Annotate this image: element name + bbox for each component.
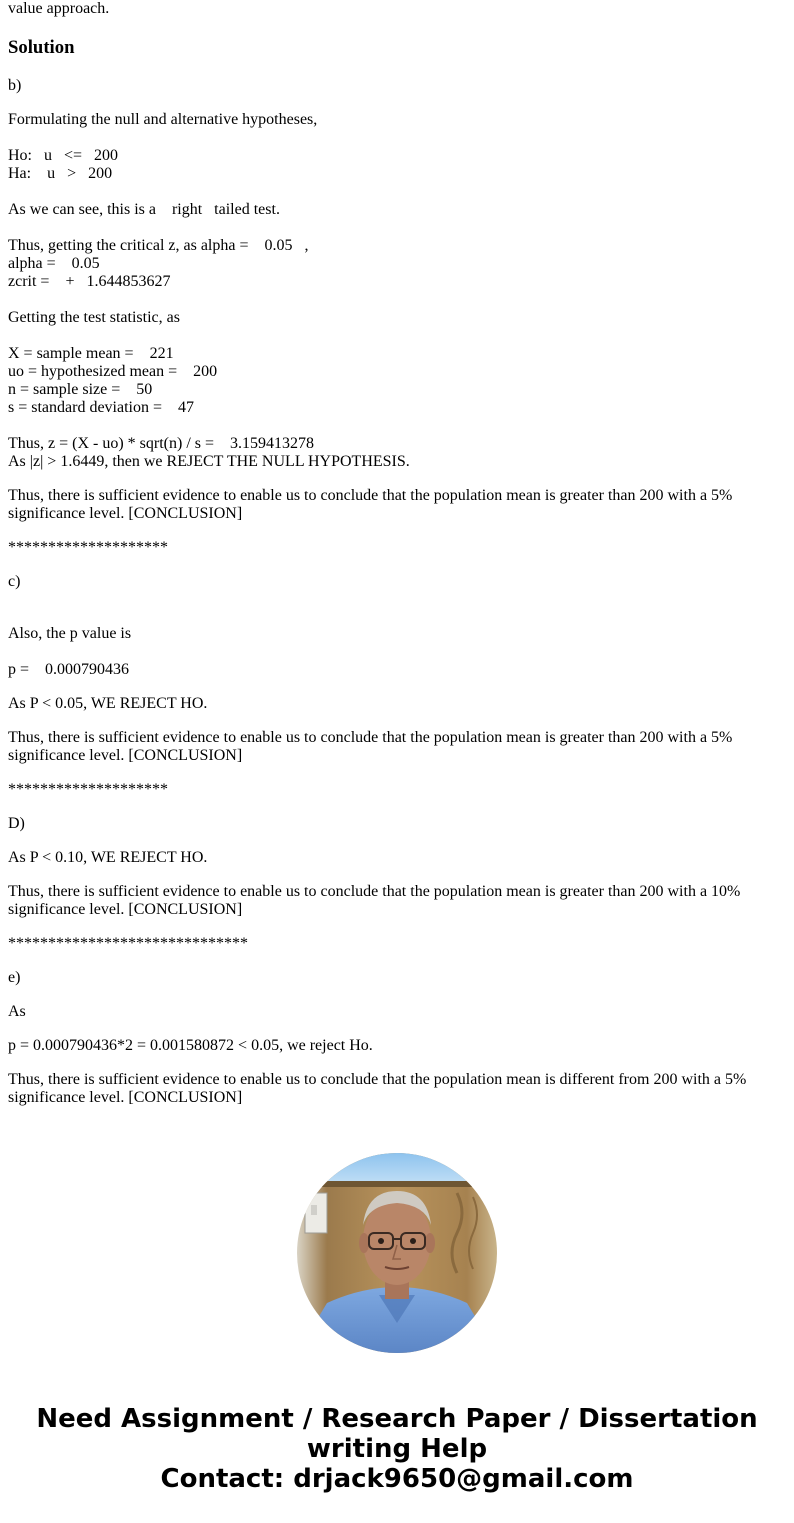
sample-size: n = sample size = 50 <box>8 381 153 398</box>
separator: ******************** <box>8 781 168 798</box>
p-reject-10-text: As P < 0.10, WE REJECT HO. <box>8 849 208 866</box>
sample-mean: X = sample mean = 221 <box>8 345 174 362</box>
banner-line-2: writing Help <box>306 1434 488 1464</box>
part-c-conclusion: Thus, there is sufficient evidence to enable us to conclude that the population mean is greater than 200 with a 5% significance level. [CONCLUSION] <box>8 729 733 764</box>
part-c-label: c) <box>8 573 21 590</box>
z-reject-text: As |z| > 1.6449, then we REJECT THE NULL HYPOTHESIS. <box>8 453 410 470</box>
standard-deviation: s = standard deviation = 47 <box>8 399 195 416</box>
null-hypothesis: Ho: u <= 200 <box>8 147 119 164</box>
part-e-conclusion: Thus, there is sufficient evidence to enable us to conclude that the population mean is different from 200 with a 5% significance level. [CONCLUSION] <box>8 1071 747 1106</box>
hypothesized-mean: uo = hypothesized mean = 200 <box>8 363 218 380</box>
alpha-value: alpha = 0.05 <box>8 255 100 272</box>
promo-banner <box>0 1404 794 1494</box>
solution-heading: Solution <box>8 37 75 58</box>
critical-z-intro: Thus, getting the critical z, as alpha = 0.05 , <box>8 237 309 254</box>
test-statistic-intro: Getting the test statistic, as <box>8 309 180 326</box>
part-b-conclusion: Thus, there is sufficient evidence to enable us to conclude that the population mean is greater than 200 with a 5% significance level. [CONCLUSION] <box>8 487 733 522</box>
author-portrait-illustration <box>297 1153 497 1353</box>
hypotheses-intro: Formulating the null and alternative hypotheses, <box>8 111 318 128</box>
separator: ******************** <box>8 539 168 556</box>
p-reject-text: As P < 0.05, WE REJECT HO. <box>8 695 208 712</box>
zcrit-value: zcrit = + 1.644853627 <box>8 273 171 290</box>
tail-test-text: As we can see, this is a right tailed test. <box>8 201 280 218</box>
banner-contact: Contact: drjack9650@gmail.com <box>160 1464 634 1494</box>
part-e-label: e) <box>8 969 21 986</box>
alternative-hypothesis: Ha: u > 200 <box>8 165 113 182</box>
part-d-label: D) <box>8 815 25 832</box>
two-tailed-p-calc: p = 0.000790436*2 = 0.001580872 < 0.05, we reject Ho. <box>8 1037 373 1054</box>
part-b-label: b) <box>8 77 22 94</box>
part-d-conclusion: Thus, there is sufficient evidence to enable us to conclude that the population mean is greater than 200 with a 10% significance level. [CONCLUSION] <box>8 883 741 918</box>
separator: ****************************** <box>8 935 248 952</box>
p-value-intro: Also, the p value is <box>8 625 132 642</box>
author-photo <box>297 1153 497 1353</box>
intro-tail-text: value approach. <box>8 0 110 17</box>
banner-line-1: Need Assignment / Research Paper / Dissertation <box>36 1404 758 1434</box>
z-statistic: Thus, z = (X - uo) * sqrt(n) / s = 3.159413278 <box>8 435 315 452</box>
as-text: As <box>8 1003 26 1020</box>
p-value: p = 0.000790436 <box>8 661 130 678</box>
